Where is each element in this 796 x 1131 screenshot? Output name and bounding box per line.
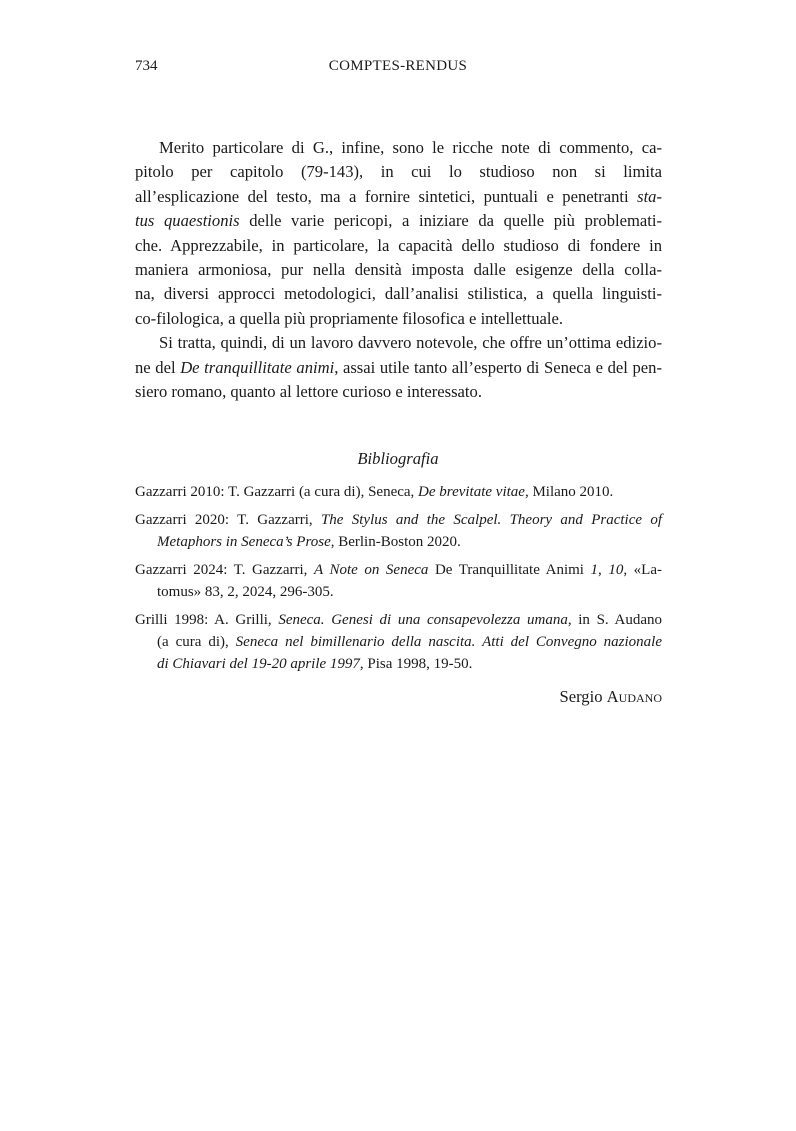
text-segment: , assai utile tanto all’esperto di Seneca e del pen- xyxy=(334,357,662,377)
text-segment: Si tratta, quindi, di un lavoro davvero notevole, che offre un’ottima edizio- xyxy=(159,333,662,353)
text-line xyxy=(135,307,662,331)
entry-line xyxy=(135,609,662,631)
italic-text: A Note on Seneca xyxy=(313,562,429,578)
signature xyxy=(559,687,662,707)
page-number: 734 xyxy=(135,58,158,74)
text-line xyxy=(135,258,662,282)
entry-line xyxy=(135,631,662,653)
text-segment: , Berlin-Boston 2020. xyxy=(330,534,461,550)
text-segment: Grilli 1998: A. Grilli, xyxy=(135,612,279,628)
bibliography-entry xyxy=(135,609,662,675)
text-segment: che. Apprezzabile, in particolare, la capacità dello studioso di fondere in xyxy=(135,235,662,255)
text-segment: co-filologica, a quella più propriamente filosofica e intellettuale. xyxy=(135,308,564,328)
text-segment: na, diversi approcci metodologici, dall’analisi stilistica, a quella linguisti- xyxy=(135,284,662,304)
bibliography-entry xyxy=(135,481,662,503)
text-segment: delle varie pericopi, a iniziare da quelle più problemati- xyxy=(239,211,662,231)
text-segment: tomus» 83, 2, 2024, 296-305. xyxy=(157,584,334,600)
italic-text: di Chiavari del 19-20 aprile 1997 xyxy=(157,656,360,672)
text-line xyxy=(135,331,662,355)
italic-text: Metaphors in Seneca’s Prose xyxy=(157,534,331,550)
bibliography-entry xyxy=(135,509,662,553)
text-line xyxy=(135,136,662,160)
bibliography-entry xyxy=(135,559,662,603)
entry-line xyxy=(135,653,662,675)
text-line xyxy=(135,209,662,233)
text-line xyxy=(135,356,662,380)
text-segment: Gazzarri 2020: T. Gazzarri, xyxy=(135,512,321,528)
text-line xyxy=(135,160,662,184)
entry-line xyxy=(135,581,662,603)
text-segment: pitolo per capitolo (79-143), in cui lo studioso non si limita xyxy=(135,162,662,182)
italic-text: Seneca nel bimillenario della nascita. Atti del Convegno nazionale xyxy=(235,634,662,650)
text-segment: , Milano 2010. xyxy=(524,484,614,500)
text-segment: Merito particolare di G., infine, sono le ricche note di commento, ca- xyxy=(159,138,662,157)
text-segment: , «La- xyxy=(623,562,662,578)
bibliography-heading: Bibliografia xyxy=(357,449,439,468)
italic-text: 1, 10 xyxy=(590,562,624,578)
review-body xyxy=(135,136,662,404)
text-line xyxy=(135,234,662,258)
entry-line xyxy=(135,531,662,553)
text-segment: Gazzarri 2024: T. Gazzarri, xyxy=(135,562,314,578)
italic-text: Seneca. Genesi di una consapevolezza umana xyxy=(278,612,568,628)
text-segment: maniera armoniosa, pur nella densità imposta dalle esigenze della colla- xyxy=(135,259,662,279)
italic-text: The Stylus and the Scalpel. Theory and Practice of xyxy=(320,512,662,528)
text-segment: all’esplicazione del testo, ma a fornire sintetici, puntuali e penetranti xyxy=(135,186,638,206)
italic-text: tus quaestionis xyxy=(135,211,240,231)
text-line xyxy=(135,282,662,306)
entry-line xyxy=(135,481,662,503)
text-segment: , Pisa 1998, 19-50. xyxy=(359,656,473,672)
text-segment: De Tranquillitate Animi xyxy=(428,562,591,578)
text-segment: , in S. Audano xyxy=(567,612,663,628)
text-line xyxy=(135,185,662,209)
entry-line xyxy=(135,509,662,531)
signature-last-name: Audano xyxy=(606,687,662,706)
text-segment: siero romano, quanto al lettore curioso e interessato. xyxy=(135,381,482,401)
bibliography-list xyxy=(135,481,662,681)
italic-text: De tranquillitate animi xyxy=(180,357,335,377)
paragraph xyxy=(135,136,662,331)
text-segment: (a cura di), xyxy=(157,634,236,650)
paragraph xyxy=(135,331,662,404)
text-line xyxy=(135,380,662,404)
signature-first-name: Sergio xyxy=(559,687,603,706)
running-title: COMPTES-RENDUS xyxy=(328,58,468,74)
entry-line xyxy=(135,559,662,581)
italic-text: sta- xyxy=(637,186,662,206)
italic-text: De brevitate vitae xyxy=(418,484,525,500)
text-segment: ne del xyxy=(135,357,181,377)
text-segment: Gazzarri 2010: T. Gazzarri (a cura di), Seneca, xyxy=(135,484,419,500)
